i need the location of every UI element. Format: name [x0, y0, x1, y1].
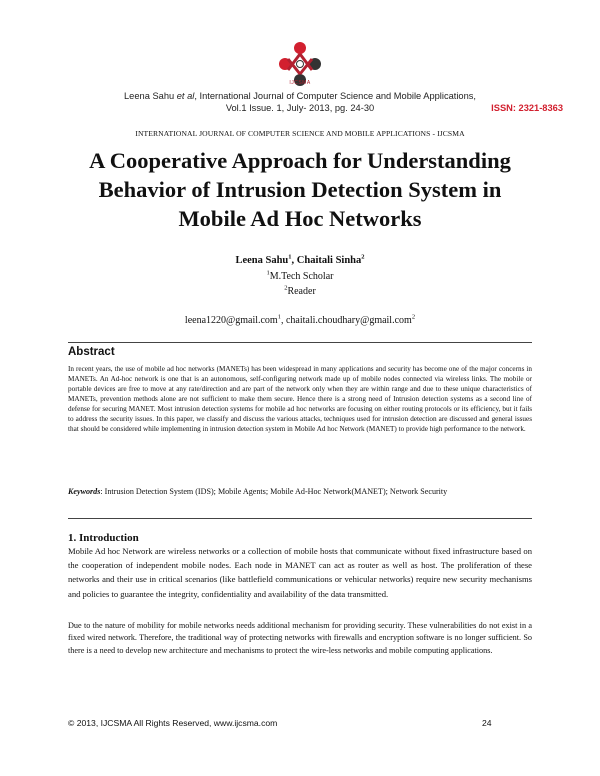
affiliation-2: [100, 286, 500, 297]
email-2[interactable]: chaitali.choudhary@gmail.com: [285, 315, 412, 326]
keywords-label: Keywords: [68, 487, 101, 496]
authors: [100, 255, 500, 266]
affiliation-2-text: Reader: [287, 286, 316, 297]
citation-journal: , International Journal of Computer Science and Mobile Applications,: [194, 91, 476, 101]
title-line-2: Behavior of Intrusion Detection System in: [98, 177, 502, 202]
author-1-sup: 1: [288, 253, 292, 261]
citation-authors: Leena Sahu: [124, 91, 175, 101]
keywords: [68, 486, 532, 499]
page-number: 24: [482, 718, 492, 728]
affiliation-2-sup: 2: [284, 284, 288, 292]
author-1: Leena Sahu: [235, 255, 289, 266]
logo-caption: IJCSMA: [289, 80, 311, 86]
journal-name: INTERNATIONAL JOURNAL OF COMPUTER SCIENCE AND MOBILE APPLICATIONS - IJCSMA: [135, 129, 465, 138]
email-1[interactable]: leena1220@gmail.com: [184, 315, 278, 326]
abstract-body: In recent years, the use of mobile ad hoc networks (MANETs) has been widespread in many applications and security has become one of the major concerns in MANETs. An Ad-hoc network is one that is an autonomous, self-configuring network made up of mobile nodes connected via wireless links. The mobile or portable devices are free to move at any rate/direction and are part of the network only when they are within range and due to these unique characteristics of MANETs, prevention methods alone are not sufficient to make them secure. Hence there is a strong need of Intrusion detection systems as a second line of defense for securing MANET. Most intrusion detection systems for mobile ad hoc networks are focusing on either routing protocols or its efficiency, but it fails to address the security issues. In this paper, we classify and discuss the various attacks, techniques used for intrusion detection are discussed and general issues that should be considered while implementing in intrusion detection system in Mobile Ad hoc Network (MANET) to provide high performance to the network.: [68, 365, 532, 434]
title-line-1: A Cooperative Approach for Understanding: [89, 148, 511, 173]
citation-line-1: [80, 91, 520, 101]
divider-top: [68, 342, 532, 343]
email-1-sup: 1: [277, 313, 281, 321]
citation-line-2: Vol.1 Issue. 1, July- 2013, pg. 24-30: [225, 103, 375, 113]
author-emails: [80, 315, 520, 326]
author-separator: ,: [291, 255, 297, 266]
author-2-sup: 2: [361, 253, 365, 261]
email-separator: ,: [280, 315, 286, 326]
affiliation-1: [100, 271, 500, 282]
divider-bottom: [68, 518, 532, 519]
abstract-heading: Abstract: [68, 346, 115, 358]
footer-copyright: © 2013, IJCSMA All Rights Reserved, www.ijcsma.com: [68, 718, 278, 728]
introduction-heading: 1. Introduction: [68, 532, 139, 544]
title-line-3: Mobile Ad Hoc Networks: [178, 206, 422, 231]
affiliation-1-text: M.Tech Scholar: [269, 271, 334, 282]
introduction-paragraph-2: Due to the nature of mobility for mobile networks needs additional mechanism for providing security. These vulnerabilities do not exist in a fixed wired network. Therefore, the traditional way of protecting networks with firewalls and encryption software is no longer sufficient. So there is a need to develop new architecture and mechanisms to protect the wire-less networks and mobile computing applications.: [68, 621, 532, 655]
issn: ISSN: 2321-8363: [491, 103, 563, 113]
author-2: Chaitali Sinha: [296, 255, 362, 266]
email-2-sup: 2: [411, 313, 416, 321]
citation-etal: et al: [174, 91, 195, 101]
affiliation-1-sup: 1: [266, 269, 270, 277]
introduction-paragraph-1: Mobile Ad hoc Network are wireless networks or a collection of mobile hosts that communicate without fixed infrastructure based on the cooperation of independent mobile nodes. Each node in MANET can act as router as well as host. The proliferation of these networks and their use in critical scenarios (like battlefield communications or vehicular networks) require new security mechanisms and policies to guarantee the integrity, confidentiality and availability of the data transmitted.: [68, 546, 532, 599]
keywords-text: : Intrusion Detection System (IDS); Mobile Agents; Mobile Ad-Hoc Network(MANET); Network Security: [100, 487, 448, 496]
paper-title: [40, 146, 560, 233]
